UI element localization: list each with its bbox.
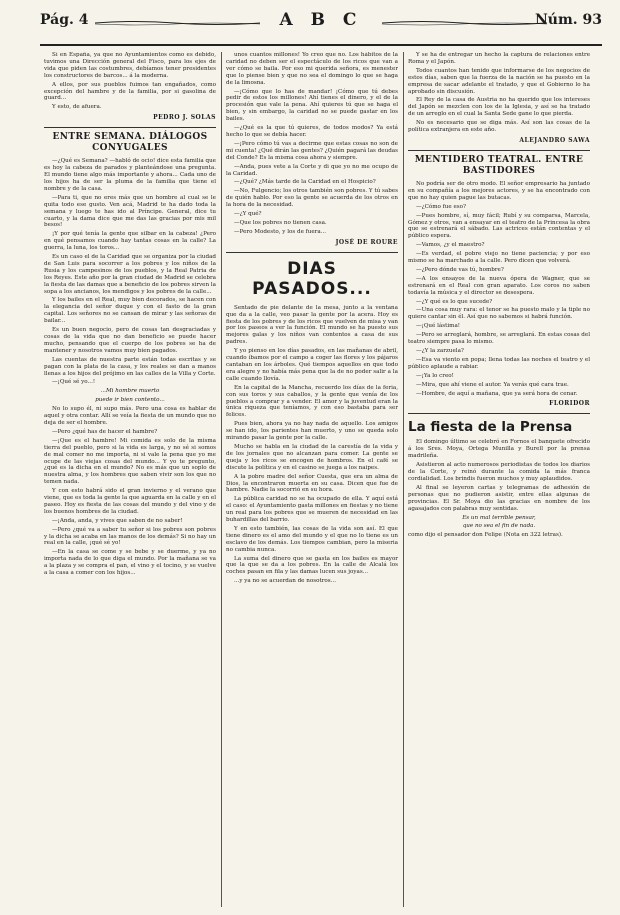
paragraph: La suma del dinero que se gasta en los bailes es mayor que la que se da a los pobres. En la calle de Alcalá los coches pasan en fila y las damas lucen sus joyas... — [226, 555, 398, 576]
paragraph: —Es verdad, el pobre viejo no tiene paciencia; y por eso mismo se ha marchado a la calle. Pero dicen que volverá. — [408, 251, 590, 265]
article-headline: MENTIDERO TEATRAL. ENTRE BASTIDORES — [414, 154, 584, 176]
column-2 — [226, 52, 398, 907]
paragraph: Mucho se habla en la ciudad de la carestía de la vida y de los jornales que no alcanzan para comer. La gente se queja y los ricos se encogen de hombros. En el café se discute la política y en el casino se juega a los naipes. — [226, 443, 398, 471]
issue-number-label: Núm. 93 — [534, 12, 602, 28]
article-body — [44, 406, 216, 577]
paragraph: Y con esto habrá sido el gran invierno y el verano que viene, que es toda la gente la que aguarda en la calle y en el paseo. Hoy es fiesta de las cosas del mundo y del vino y de los buenos hombres de la ciudad. — [44, 488, 216, 515]
column-1 — [44, 52, 216, 907]
paragraph: Y se ha de entregar un hecho la captura de relaciones entre Roma y el Japón. — [408, 52, 590, 65]
author-signature: JOSÉ DE ROURE — [335, 238, 398, 246]
paragraph: ¡Y por qué tenía la gente que silbar en la cabeza! ¿Pero en qué pensamos cuando hay tantas cosas en la calle? La guerra, la luna, los toros... — [44, 231, 216, 252]
paragraph: Es un buen negocio, pero de cosas tan desgraciadas y cosas de la vida que no dan beneficio se puede hacer mucho, pensando que el cuerpo de los pobres se ha de mantener y nosotros vamos muy bien pagados. — [44, 327, 216, 354]
paragraph: Y en esto también, las cosas de la vida son así. El que tiene dinero es el amo del mundo y el que no lo tiene es un esclavo de los demás. Los tiempos cambian, pero la miseria no cambia nunca. — [226, 525, 398, 553]
article-body — [226, 305, 398, 585]
paragraph: Y yo pienso en los días pasados, en las mañanas de abril, cuando íbamos por el campo a coger las flores y los pájaros cantaban en los árboles. Qué tiempos aquellos en que todo era alegre y no había más pena que la de no poder salir a la calle cuando llovía. — [226, 348, 398, 382]
paragraph: —¿Cómo fue eso? — [416, 203, 466, 210]
author-signature: FLORIDOR — [549, 400, 590, 408]
paragraph: Sentado de pie delante de la mesa, junto a la ventana que da a la calle, veo pasar la gente por la acera. Hoy es fiesta de los pobres y de los ricos que vuelven de misa y van por los paseos a ver la función. El mundo se ha puesto sus mejores galas y los niños van contentos a casa de sus padres. — [226, 304, 398, 346]
paragraph: Sí en España, ya que no Ayuntamientos como es debido, tuvimos una Dirección general del Fisco, para los ejes de vida que piden las costumbres, debíamos tener presidentes los constructores de barcos... á la moderna. — [44, 52, 216, 79]
divider — [408, 413, 590, 414]
paragraph: —Para ti, que no eres más que un hombre al cual se le quita todo ese gusto. Ven acá, Madrid te ha dado toda la semana y luego te has ido al Príncipe. General, dice tu cuarto, y la dama dice que me das las gracias por mis mil besos! — [44, 194, 216, 229]
paragraph: Y esto, de afuera. — [52, 104, 102, 111]
paragraph: Es un caso el de la Caridad que se organiza por la ciudad de San Luis para socorrer a los pobres y los niños de la Rusia y los campesinos de los pueblos, y la Real Patria de los Reyes. Este año por la gran ciudad de Madrid se celebra la fiesta de las damas que a beneficio de los pobres sirven la sopa a los ancianos, los mendigos y los pobres de la calle... — [44, 254, 216, 295]
column-divider — [403, 52, 404, 907]
page-number-label: Pág. 4 — [40, 12, 89, 28]
paragraph: No es necesario que se diga más. Así son las cosas de la política extranjera en este año. — [408, 120, 590, 134]
paragraph: Las cuentas de nuestra parte están todas escritas y se pagan con la plata de la casa, y los reales se dan a manos llenas a los hijos del prójimo en las calles de la Villa y Corte. — [44, 356, 216, 377]
paragraph: Al final se leyeron cartas y telegramas de adhesión de personas que no pudieron asistir, entre ellas algunas de provincias. El Sr. Moya dio las gracias en nombre de los agasajados con palabras muy sentidas. — [408, 484, 590, 512]
paragraph: —¡Qué lástima! — [416, 323, 461, 330]
paragraph: La pública caridad no se ha ocupado de ella. Y aquí está el caso: el Ayuntamiento gasta millones en fiestas y no tiene un real para los pobres que se mueren de necesidad en las buhardillas del barrio. — [226, 496, 398, 524]
paragraph: —Vamos, ¿y el maestro? — [416, 242, 485, 249]
paragraph: —Una cosa muy rara: el tenor se ha puesto malo y la tiple no quiere cantar sin él. Así que no sabemos si habrá función. — [408, 307, 590, 321]
article-headline: ENTRE SEMANA. DIÁLOGOS CONYUGALES — [52, 132, 208, 154]
verse-line: que no sea el fin de nada. — [462, 523, 536, 530]
paragraph: —¡Qué sé yo...! — [52, 379, 96, 386]
paragraph: —A los ensayos de la nueva ópera de Wagner, que se estrenará en el Real con gran aparato. Los coros no saben todavía la música y el director se desespera. — [408, 275, 590, 296]
paragraph: —Esa va viento en popa; llena todas las noches el teatro y el público aplaude a rabiar. — [408, 356, 590, 370]
paragraph: No podría ser de otro modo. El señor empresario ha juntado en su compañía a los mejores actores, y se ha encontrado con que no hay quien pague las butacas. — [408, 180, 590, 201]
paragraph: —Pero se arreglará, hombre, se arreglará. En estas cosas del teatro siempre pasa lo mismo. — [408, 332, 590, 346]
paragraph: —Anda, pues vete a la Corte y di que yo no me ocupo de la Caridad. — [226, 163, 398, 177]
verse-block — [44, 388, 216, 404]
paragraph: —Mira, que ahí viene el autor. Ya verás qué cara trae. — [416, 381, 569, 388]
article-body — [408, 52, 590, 134]
article-body — [408, 439, 590, 512]
paragraph: —¿Pero dónde vas tú, hombre? — [416, 266, 504, 273]
verse-line: Es un mal terrible pensar, — [462, 514, 536, 521]
paragraph: —¿Y qué? — [234, 211, 262, 218]
paragraph: A la pobre madre del señor Cuesta, que era un alma de Dios, la encontraron muerta en su casa. Dicen que fue de hambre. Nadie la socorrió en su hora. — [226, 473, 398, 494]
paragraph: —¡Pero cómo tú vas a decirme que estas cosas no son de mi cuenta! ¿Qué dirán las gentes? ¿Quién pagará las deudas del Conde? Es la misma cosa ahora y siempre. — [226, 140, 398, 161]
paragraph: No lo supo él, ni supo más. Pero una cosa es hablar de aquel y otra contar. Allí se veía la fiesta de un mundo que no deja de ser el hombre. — [44, 406, 216, 426]
paragraph: como dijo el pensador don Felipe (Nota en 322 letras). — [408, 532, 563, 539]
column-divider — [221, 52, 222, 907]
paragraph: unos cuantos millones! Yo creo que no. Los hábitos de la caridad no deben ser el espectáculo de los ricos que van a ver cómo se baila. Por eso mi querida señora, es menester que lo piense bien y que no sea el domingo lo que se haga de la limosna. — [226, 52, 398, 86]
article-body — [44, 158, 216, 386]
paragraph: ...y ya no se acuerdan de nosotros... — [234, 578, 336, 585]
paragraph: —¡Que es el hambre! Mi comida es solo de la misma tierra del pueblo, pero si la vida es larga, y no sé si somos de mal comer no me importa, ni si vale la pena que yo me ocupe de las viejas cosas del mundo... Y yo te pregunto, ¿qué es la dicha en el mundo? No es más que un soplo de nuestra alma, y los hombres que saben vivir son los que no temen nada. — [44, 437, 216, 486]
paragraph: —¿Qué es la que tú quieres, de todos modos? Ya está hecho lo que se debía hacer. — [226, 125, 398, 138]
article-body — [226, 52, 398, 236]
paragraph: Y los bailes en el Real, muy bien decorados, se hacen con la elegancia del señor duque y con el fasto de la gran capital. Los señores no se cansan de mirar y las señoras de bailar... — [44, 297, 216, 325]
article-headline: La fiesta de la Prensa — [408, 419, 573, 436]
paragraph: —¡Cómo que lo has de mandar! ¡Cómo que tú debes pedir de estos los millones! Ahí tienes el dinero, y el de la procesión que vale la pena. Ahí quieres tú que se haga el bien, y sin embargo, la caridad no se puede gastar en los bailes. — [226, 88, 398, 123]
paragraph: —¡Anda, anda, y vives que saben de no saber! — [52, 517, 183, 524]
paragraph: —Pero ¿qué has de hacer el hambre? — [52, 428, 158, 435]
paragraph: —¡Ya lo creo! — [416, 372, 454, 379]
paragraph: En la capital de la Mancha, recuerdo los días de la feria, con sus toros y sus caballos, y la gente que venía de los pueblos a comprar y a vender. El amor y la juventud eran la única riqueza que teníamos, y con eso bastaba para ser felices. — [226, 384, 398, 419]
paragraph: A ellos, por sus pueblos fuimos tan engañados, como excepción del hambre y de la familia, por si gasolina de guard... — [44, 81, 216, 102]
paragraph: —Pero ¿qué va a saber tu señor si los pobres son pobres y la dicha se acaba en las manos de los demás? Si no hay un real en la calle, ¡qué sé yo! — [44, 526, 216, 547]
paragraph: —¿Y la zarzuela? — [416, 348, 464, 354]
paragraph: —En la casa se come y se bebe y se duerme, y ya no importa nada de lo que diga el mundo. Por la mañana se va a la plaza y se compra el pan, el vino y el tocino, y se vuelve a la casa a comer con los hijos... — [44, 549, 216, 577]
column-3 — [408, 52, 590, 907]
paragraph: El Rey de la casa de Austria no ha querido que los intereses del Japón se mezclen con los de la Iglesia, y así se ha tratado de un arreglo en el cual la Santa Sede gane lo que pierda. — [408, 97, 590, 118]
paragraph: —Hombre, de aquí a mañana, que ya será hora de cenar. — [416, 390, 578, 397]
article-body — [408, 181, 590, 397]
divider — [408, 150, 590, 151]
header-rule — [40, 44, 602, 46]
paragraph: —Pero Modesto, y los de fuera... — [234, 228, 327, 235]
ornament-left-icon — [95, 20, 260, 26]
newspaper-title: A B C — [279, 10, 363, 30]
paragraph: —¿Qué? ¿Más tarde de la Caridad en el Hospicio? — [234, 179, 376, 186]
masthead — [40, 12, 602, 42]
paragraph: Asistieron al acto numerosos periodistas de todos los diarios de la Corte, y reinó durante la comida la más franca cordialidad. Los brindis fueron muchos y muy aplaudidos. — [408, 462, 590, 482]
article-headline: DIAS PASADOS... — [252, 258, 372, 299]
divider — [226, 252, 398, 253]
verse-block — [408, 515, 590, 531]
paragraph: —Pues hombre, sí, muy fácil; Rubí y su comparsa, Marcela, Gómez y otros, van a ensayar en el teatro de la Princesa la obra que se estrenará el sábado. Las actrices están contentas y el público espera. — [408, 212, 590, 240]
paragraph: —Que los pobres no tienen casa. — [234, 219, 327, 226]
verse-line: ...Mi hombre muerto — [100, 388, 160, 395]
paragraph: —¿Qué es Semana? —habló de ocio! dice esta familia que es hoy la cabeza de parados y planteándose una pregunta. El mundo tiene algo más importante y ahora... Cada uno de los hijos ha de ser la pluma de la familia que tiene el nombre y de la casa. — [44, 158, 216, 192]
paragraph: Pues bien, ahora ya no hay nada de aquello. Los amigos se han ido, los parientes han muerto, y uno se queda solo mirando pasar la gente por la calle. — [226, 421, 398, 442]
paragraph: El domingo último se celebró en Fornos el banquete ofrecido á los Sres. Moya, Ortega Munilla y Burell por la prensa madrileña. — [408, 439, 590, 460]
paragraph: Todos cuantos han tenido que informarse de los negocios de estos días, saben que la fuerza de la nación se ha puesto en la empresa de sacar adelante el tratado, y que el Gobierno lo ha aprobado sin discusión. — [408, 67, 590, 95]
divider — [44, 127, 216, 128]
paragraph: —¿Y qué es lo que sucede? — [416, 298, 493, 305]
verse-line: puede ir bien contento... — [95, 397, 165, 404]
author-signature: ALEJANDRO SAWA — [519, 136, 590, 144]
author-signature: PEDRO J. SOLAS — [153, 114, 216, 122]
paragraph: —No, Fulgencio; los otros también son pobres. Y tú sabes de quién hablo. Por eso la gente se acuerda de los otros en la hora de la necesidad. — [226, 188, 398, 209]
ornament-right-icon — [382, 20, 547, 26]
